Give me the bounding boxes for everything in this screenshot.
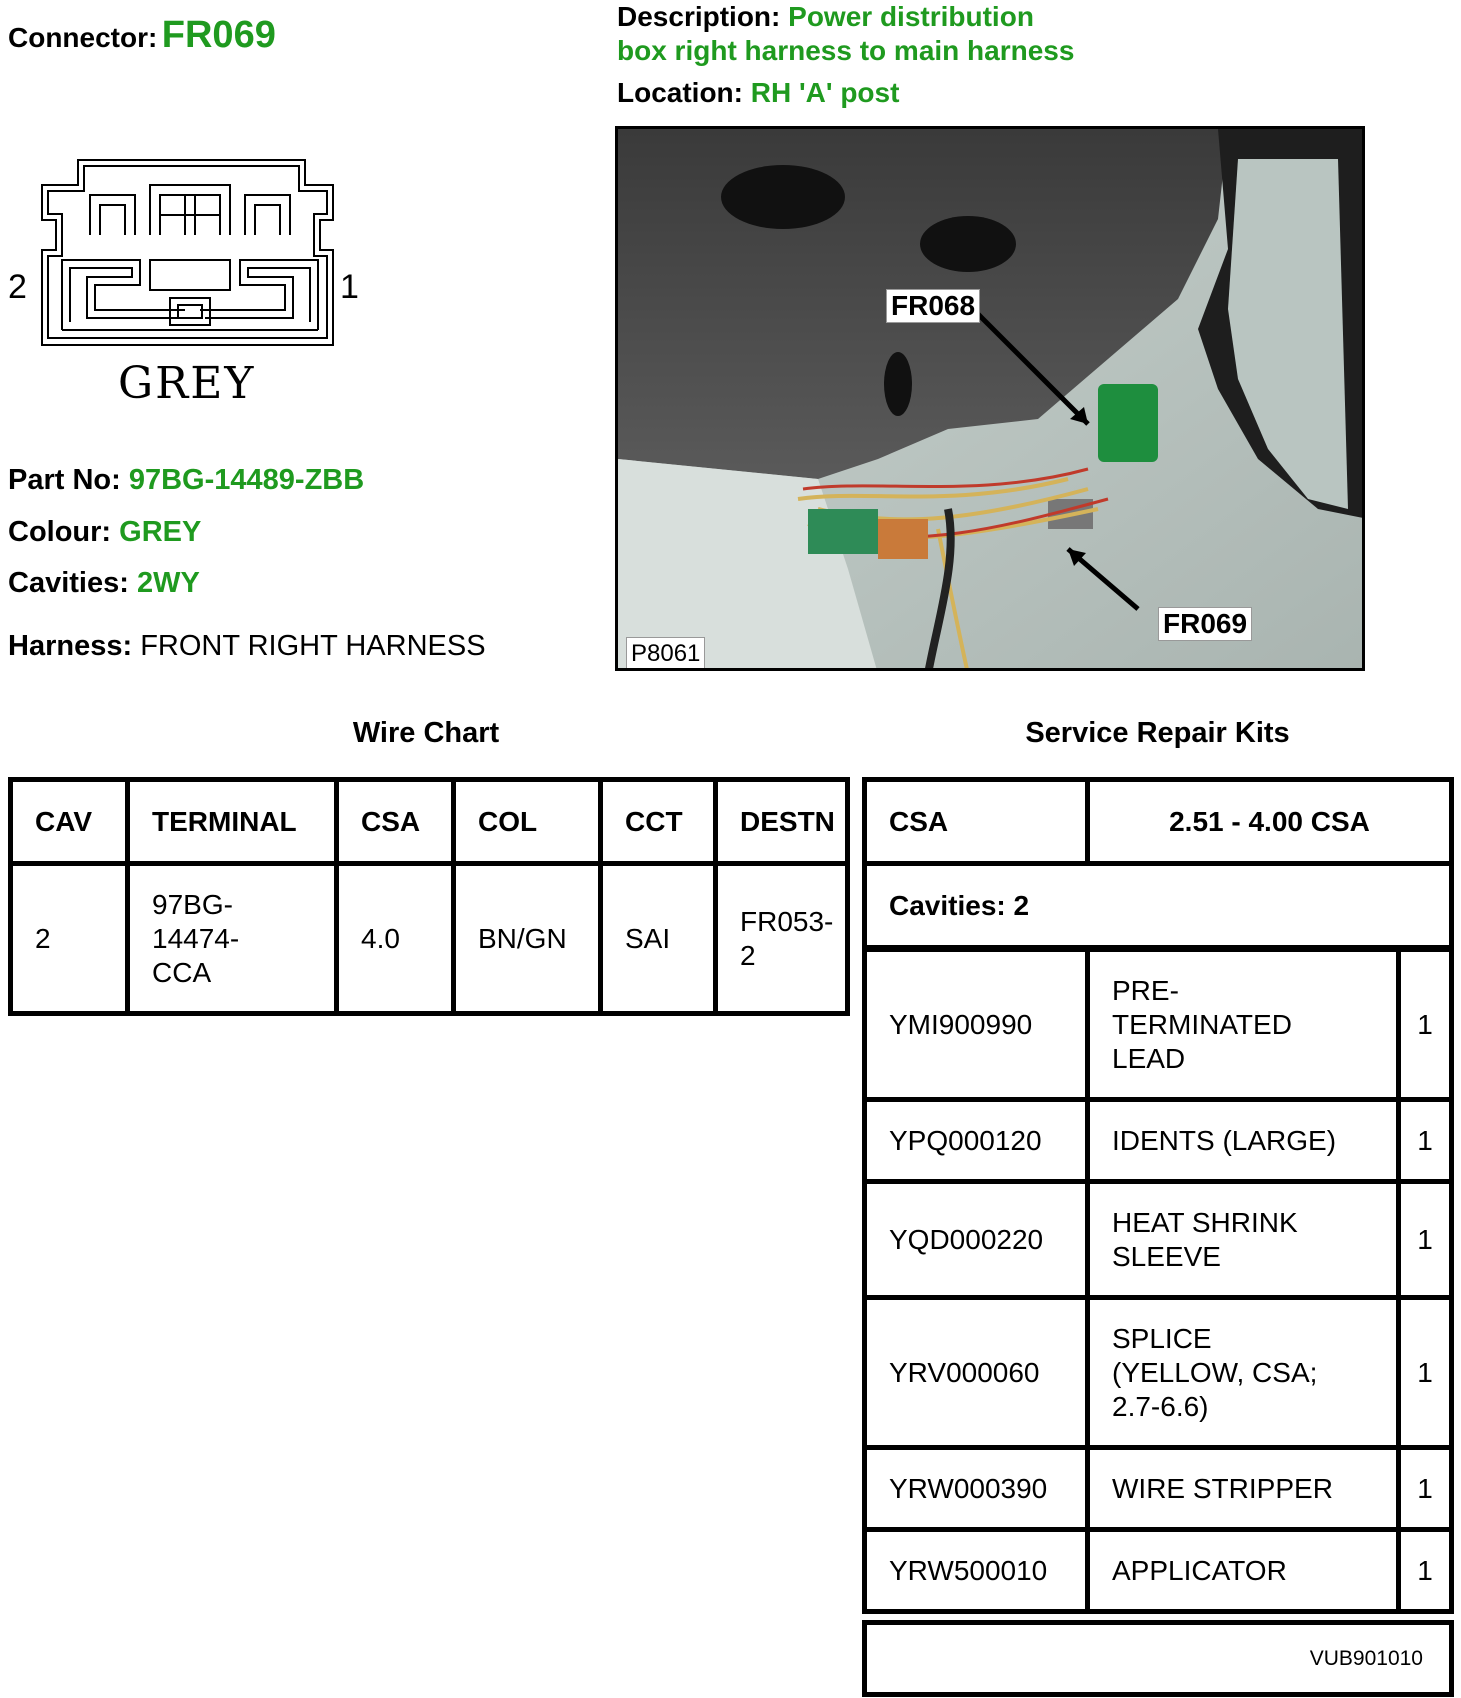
kit-desc-line2: TERMINATED [1112,1008,1292,1040]
connector-value: FR069 [161,14,276,56]
cell-col: BN/GN [454,864,601,1014]
pin-label-2: 2 [8,268,27,306]
harness-label: Harness: [8,630,133,662]
kit-part: YMI900990 [865,950,1088,1100]
table-row [865,1100,1452,1182]
connector-heading [8,14,276,57]
repair-kits-cavities-row [865,864,1452,948]
col-header-col: COL [454,780,601,864]
kit-qty: 1 [1399,1182,1452,1298]
wire-chart-title: Wire Chart [352,717,500,749]
cell-destn-line1: FR053- [740,905,834,937]
kit-desc-line1: SPLICE [1112,1322,1212,1354]
part-no-value: 97BG-14489-ZBB [128,464,365,496]
col-header-destn: DESTN [716,780,848,864]
connector-diagram [0,150,360,440]
kit-qty: 1 [1399,1298,1452,1448]
cell-cav: 2 [11,864,128,1014]
kit-qty: 1 [1399,950,1452,1100]
cavities-label: Cavities: [8,567,129,599]
kit-part: YPQ000120 [865,1100,1088,1182]
colour-line [8,514,201,550]
table-row [865,1298,1452,1448]
kit-part: YRW500010 [865,1530,1088,1612]
repair-kits-footer-row [865,1623,1452,1695]
colour-label: Colour: [8,516,112,548]
kit-desc [1088,1182,1399,1298]
location-label: Location: [617,77,743,108]
repair-kits-csa-label: CSA [865,780,1088,864]
kit-desc-line3: LEAD [1112,1042,1186,1074]
cavities-line [8,565,200,601]
repair-kits-csa-row [865,780,1452,864]
description-label: Description: [617,1,781,32]
wire-chart-table [8,777,850,1016]
cell-terminal-line2: 14474- [152,922,240,954]
cell-destn [716,864,848,1014]
part-no-label: Part No: [8,464,121,496]
cell-terminal [128,864,337,1014]
cell-terminal-line3: CCA [152,956,212,988]
col-header-csa: CSA [337,780,454,864]
repair-kits-footer-table [862,1620,1454,1697]
cell-terminal-line1: 97BG- [152,888,233,920]
table-row [865,1448,1452,1530]
cell-destn-line2: 2 [740,939,756,971]
kit-qty: 1 [1399,1448,1452,1530]
part-no-line [8,462,364,498]
col-header-cav: CAV [11,780,128,864]
cell-csa: 4.0 [337,864,454,1014]
connector-label: Connector: [8,22,158,53]
repair-kits-cavities: Cavities: 2 [865,864,1452,948]
photo-illustration [618,129,1365,671]
table-row [865,1530,1452,1612]
kit-desc-line2: (YELLOW, CSA; [1112,1356,1318,1388]
kit-desc: WIRE STRIPPER [1088,1448,1399,1530]
location-photo [615,126,1365,671]
kit-desc-line3: 2.7-6.6) [1112,1390,1209,1422]
diagram-colour-text: GREY [118,358,256,409]
harness-value: FRONT RIGHT HARNESS [140,630,486,662]
connector-outline-icon [0,150,360,350]
pin-label-1: 1 [340,268,359,306]
repair-kits-csa-value: 2.51 - 4.00 CSA [1088,780,1452,864]
photo-callout-fr069: FR069 [1158,607,1252,641]
cell-cct: SAI [601,864,716,1014]
col-header-terminal: TERMINAL [128,780,337,864]
kit-part: YRW000390 [865,1448,1088,1530]
description-block [617,0,1377,110]
repair-kits-items-table [862,947,1454,1614]
kit-desc-line2: SLEEVE [1112,1240,1221,1272]
cavities-value: 2WY [136,567,200,599]
photo-callout-fr068: FR068 [886,289,980,323]
kit-qty: 1 [1399,1530,1452,1612]
table-row [865,1182,1452,1298]
wire-chart-header-row [11,780,848,864]
repair-kits-footer-code: VUB901010 [865,1623,1452,1695]
kit-desc-line1: PRE- [1112,974,1179,1006]
photo-ref: P8061 [626,637,705,671]
table-row [11,864,848,1014]
harness-line [8,628,486,664]
description-value-line2: box right harness to main harness [617,35,1075,66]
repair-kits-header-table [862,777,1454,950]
location-value: RH 'A' post [750,77,900,108]
kit-desc [1088,950,1399,1100]
description-value-line1: Power distribution [788,1,1034,32]
kit-part: YRV000060 [865,1298,1088,1448]
col-header-cct: CCT [601,780,716,864]
repair-kits-title: Service Repair Kits [1025,717,1290,749]
kit-desc: APPLICATOR [1088,1530,1399,1612]
kit-desc [1088,1298,1399,1448]
table-row [865,950,1452,1100]
kit-qty: 1 [1399,1100,1452,1182]
kit-part: YQD000220 [865,1182,1088,1298]
colour-value: GREY [119,516,202,548]
kit-desc-line1: HEAT SHRINK [1112,1206,1298,1238]
kit-desc: IDENTS (LARGE) [1088,1100,1399,1182]
